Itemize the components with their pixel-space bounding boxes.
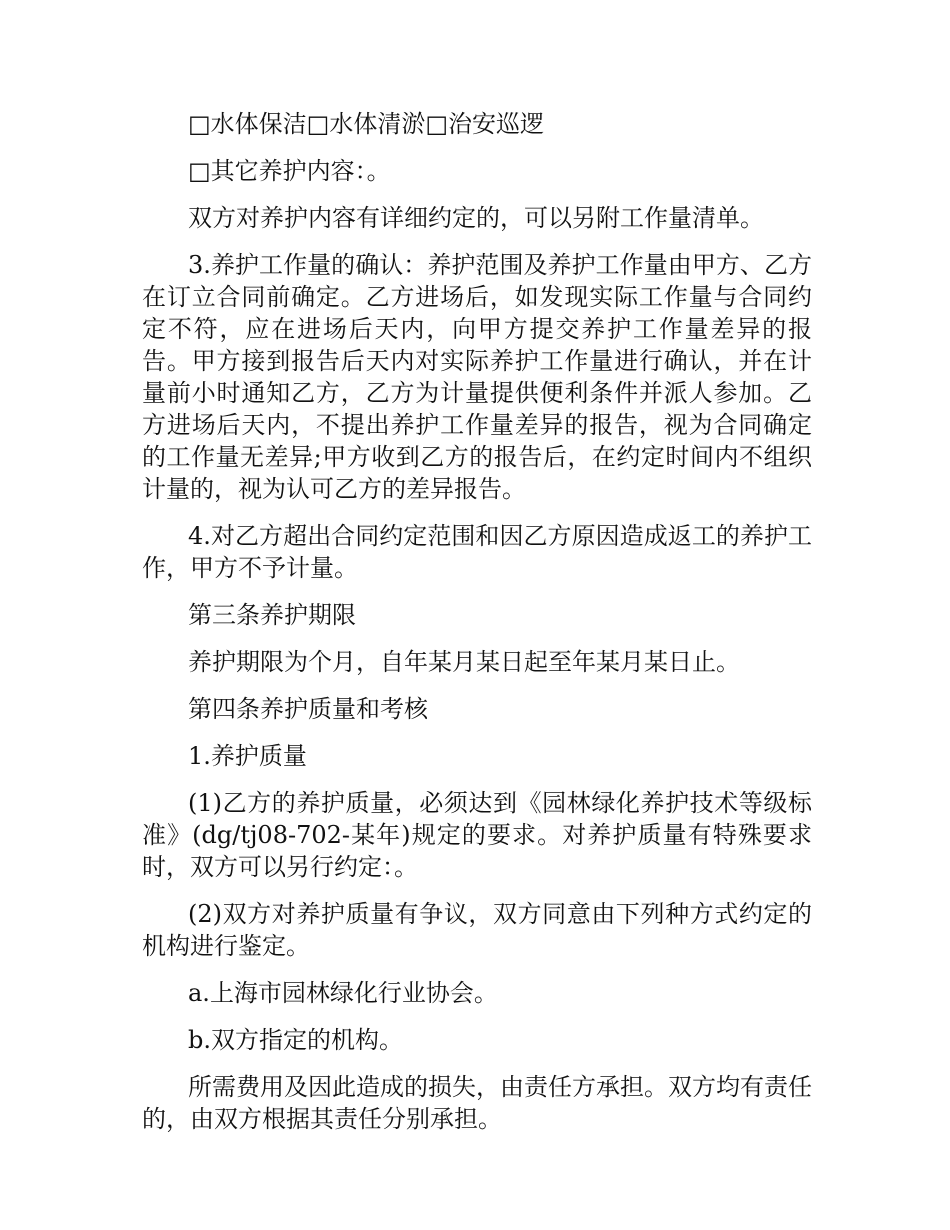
list-item-option-a: a.上海市园林绿化行业协会。 <box>188 979 498 1007</box>
paragraph-no-measurement: 4.对乙方超出合同约定范围和因乙方原因造成返工的养护工作，甲方不予计量。 <box>142 522 812 582</box>
section-heading-quality: 第四条养护质量和考核 <box>188 695 428 723</box>
paragraph-checkbox-items-water: □水体保洁□水体清淤□治安巡逻 <box>188 110 545 138</box>
paragraph-workload-confirmation: 3.养护工作量的确认：养护范围及养护工作量由甲方、乙方在订立合同前确定。乙方进场后，如发现实际工作量与合同约定不符，应在进场后天内，向甲方提交养护工作量差异的报告。甲方接到报告后天内对实际养护工作量进行确认，并在计量前小时通知乙方，乙方为计量提供便利条件并派人参加。乙方进场后天内，不提出养护工作量差异的报告，视为合同确定的工作量无差异;甲方收到乙方的报告后，在约定时间内不组织计量的，视为认可乙方的差异报告。 <box>142 251 812 503</box>
section-heading-term: 第三条养护期限 <box>188 601 356 629</box>
list-item-option-b: b.双方指定的机构。 <box>188 1026 403 1054</box>
paragraph-workload-list: 双方对养护内容有详细约定的，可以另附工作量清单。 <box>188 204 764 232</box>
subheading-quality: 1.养护质量 <box>188 742 307 770</box>
paragraph-term-period: 养护期限为个月，自年某月某日起至年某月某日止。 <box>188 648 740 676</box>
paragraph-cost-liability: 所需费用及因此造成的损失，由责任方承担。双方均有责任的，由双方根据其责任分别承担。 <box>142 1073 812 1133</box>
paragraph-quality-dispute: (2)双方对养护质量有争议，双方同意由下列种方式约定的机构进行鉴定。 <box>142 900 812 960</box>
paragraph-checkbox-other-content: □其它养护内容：。 <box>188 157 391 185</box>
paragraph-quality-standard: (1)乙方的养护质量，必须达到《园林绿化养护技术等级标准》(dg/tj08-702-某年)规定的要求。对养护质量有特殊要求时，双方可以另行约定：。 <box>142 789 812 881</box>
